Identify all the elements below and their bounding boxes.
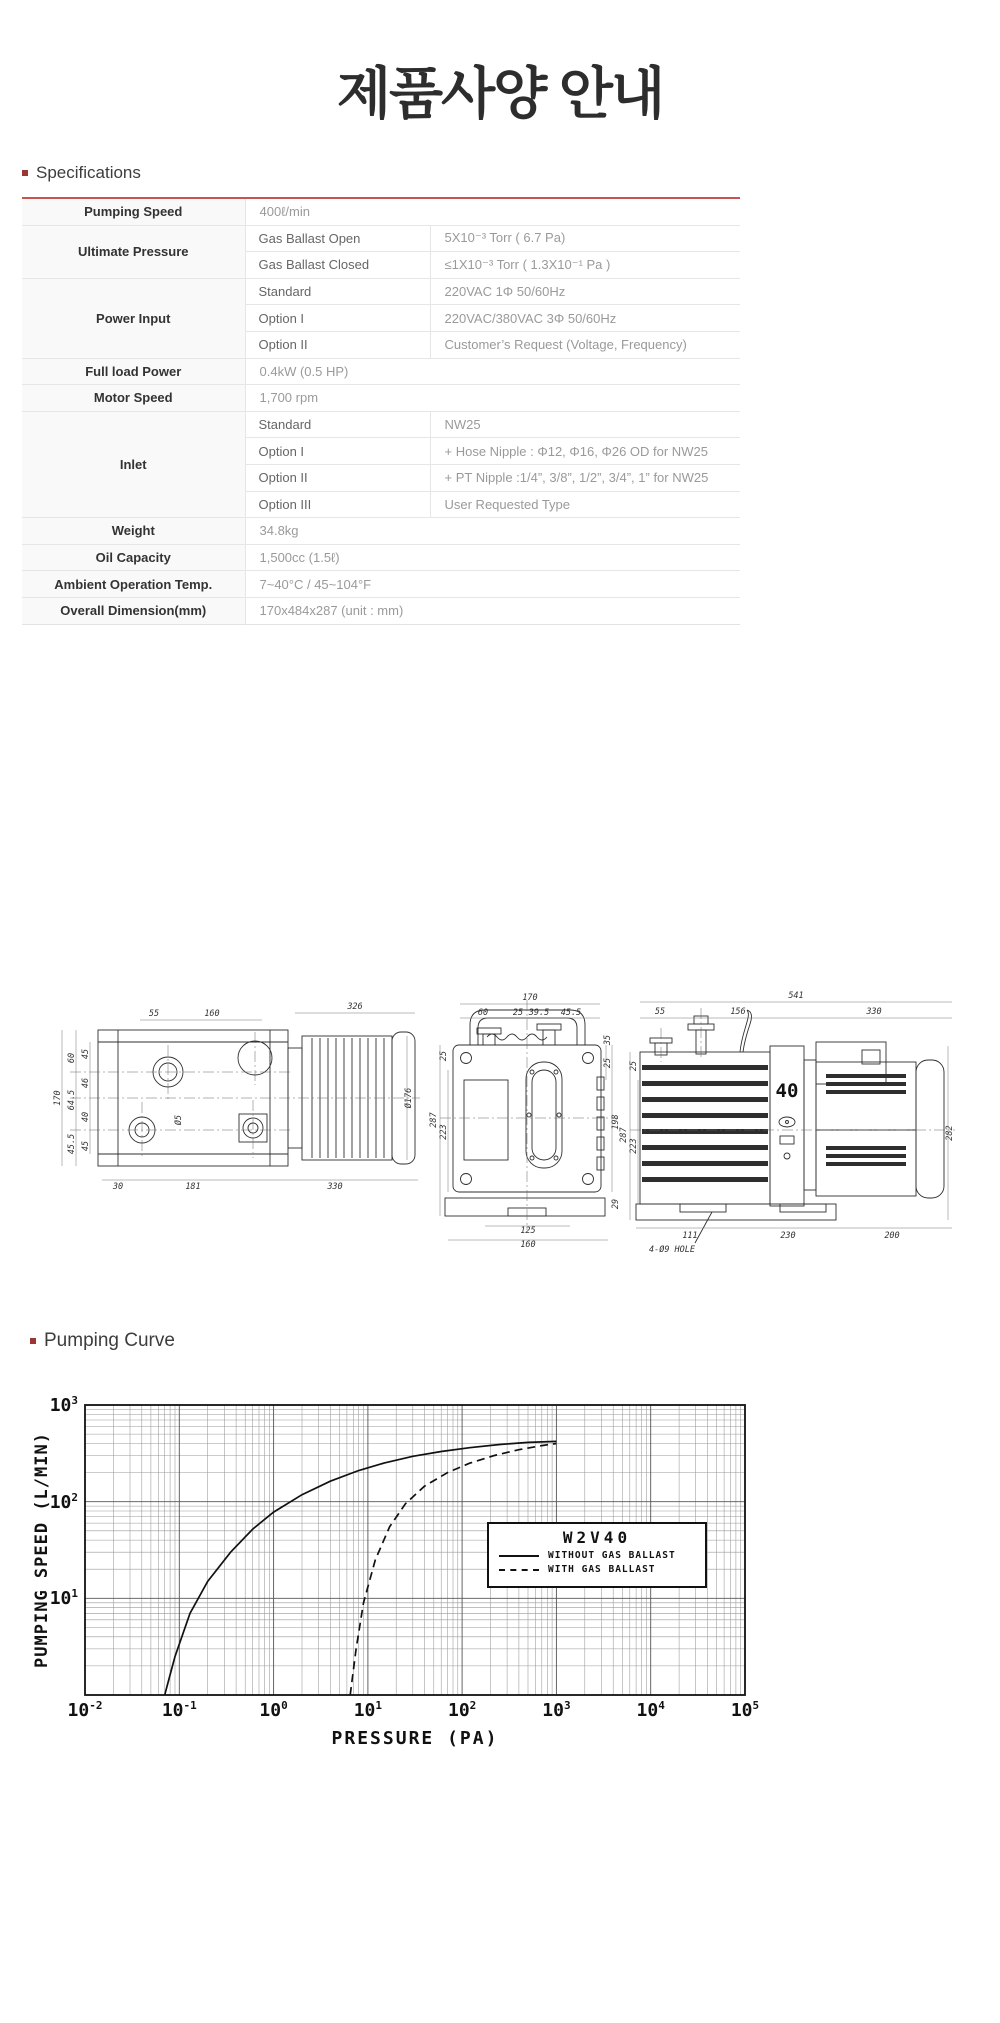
spec-row xyxy=(22,278,740,305)
spec-sub-cell: Option I xyxy=(245,305,430,332)
spec-label-cell: Oil Capacity xyxy=(22,544,245,571)
spec-value-cell: + PT Nipple :1/4”, 3/8”, 1/2”, 3/4”, 1” for NW25 xyxy=(430,464,740,491)
spec-row xyxy=(22,198,740,225)
dim-label: 29 xyxy=(611,1198,621,1210)
legend-model-title: W2V40 xyxy=(562,1528,632,1547)
red-square-bullet-icon xyxy=(30,1338,36,1344)
dim-label: 160 xyxy=(520,1240,536,1250)
spec-label-cell: Overall Dimension(mm) xyxy=(22,597,245,624)
solid-line-icon xyxy=(499,1555,539,1557)
pumping-curve-heading xyxy=(30,1330,175,1352)
dim-label: Ø176 xyxy=(404,1087,414,1109)
dim-label: 55 xyxy=(148,1009,160,1019)
technical-drawings xyxy=(40,950,960,1265)
spec-row xyxy=(22,358,740,385)
side-view-dimensions xyxy=(619,991,955,1255)
x-tick-label: $10^{-2}$ xyxy=(67,1699,103,1721)
spec-row xyxy=(22,518,740,545)
spec-value-cell: ≤1X10⁻³ Torr ( 1.3X10⁻¹ Pa ) xyxy=(430,252,740,279)
dim-label: 125 xyxy=(520,1226,536,1236)
dim-label: 330 xyxy=(866,1007,882,1017)
spec-value-cell: 5X10⁻³ Torr ( 6.7 Pa) xyxy=(430,225,740,252)
spec-label-cell: Inlet xyxy=(22,411,245,517)
dim-label: 46 xyxy=(81,1077,91,1089)
specifications-heading xyxy=(22,163,141,183)
spec-label-cell: Weight xyxy=(22,518,245,545)
side-view-outline xyxy=(636,1010,944,1243)
dim-label: 541 xyxy=(788,991,804,1001)
spec-sub-cell: Standard xyxy=(245,278,430,305)
dim-label: 25 xyxy=(603,1057,613,1069)
dim-label: 200 xyxy=(884,1231,900,1241)
x-tick-label: $10^2$ xyxy=(447,1699,477,1721)
dim-label: 287 xyxy=(619,1127,629,1143)
dim-label: 181 xyxy=(185,1182,201,1192)
spec-row xyxy=(22,597,740,624)
y-tick-label: $10^3$ xyxy=(49,1394,78,1416)
spec-value-cell: 220VAC 1Φ 50/60Hz xyxy=(430,278,740,305)
spec-sub-cell: Option III xyxy=(245,491,430,518)
spec-value-cell: NW25 xyxy=(430,411,740,438)
dim-label: 160 xyxy=(204,1009,220,1019)
side-view-fins xyxy=(642,1065,906,1182)
dashed-line-icon xyxy=(499,1569,539,1571)
legend-entry-label: WITHOUT GAS BALLAST xyxy=(548,1550,676,1561)
dim-label: 25 xyxy=(629,1060,639,1072)
spec-label-cell: Full load Power xyxy=(22,358,245,385)
dim-label: 25 xyxy=(439,1050,449,1062)
front-view-dimensions xyxy=(429,993,621,1250)
spec-label-cell: Pumping Speed xyxy=(22,198,245,225)
pumping-curve-chart xyxy=(0,1392,1000,1772)
chart-legend xyxy=(487,1522,707,1588)
spec-value-cell: 170x484x287 (unit : mm) xyxy=(245,597,740,624)
dim-label: 170 xyxy=(53,1090,63,1106)
spec-row xyxy=(22,411,740,438)
spec-row xyxy=(22,225,740,252)
dim-label: 170 xyxy=(522,993,538,1003)
y-axis-title: PUMPING SPEED (L/MIN) xyxy=(32,1432,52,1668)
spec-value-cell: 1,500cc (1.5ℓ) xyxy=(245,544,740,571)
spec-label-cell: Power Input xyxy=(22,278,245,358)
dim-label: 45.5 xyxy=(67,1133,77,1155)
dim-label: 156 xyxy=(730,1007,746,1017)
x-tick-label: $10^0$ xyxy=(259,1699,288,1721)
x-tick-label: $10^{-1}$ xyxy=(161,1699,197,1721)
dim-label: 223 xyxy=(629,1138,639,1154)
spec-value-cell: User Requested Type xyxy=(430,491,740,518)
dim-label: 326 xyxy=(347,1002,363,1012)
spec-value-cell: Customer’s Request (Voltage, Frequency) xyxy=(430,331,740,358)
dim-label: 230 xyxy=(780,1231,796,1241)
spec-table xyxy=(22,197,740,625)
spec-value-cell: 7~40°C / 45~104°F xyxy=(245,571,740,598)
x-axis-title: PRESSURE (PA) xyxy=(331,1728,499,1749)
dim-label: 60 xyxy=(67,1052,77,1064)
dim-label: 40 xyxy=(81,1111,91,1123)
spec-row xyxy=(22,385,740,412)
dim-label: 64.5 xyxy=(67,1089,77,1111)
dim-label: 25 xyxy=(512,1008,524,1018)
dim-label: 223 xyxy=(439,1124,449,1140)
dim-label: 39.5 xyxy=(528,1008,550,1018)
red-square-bullet-icon xyxy=(22,170,28,176)
spec-label-cell: Ultimate Pressure xyxy=(22,225,245,278)
top-view-dimension-lines xyxy=(62,1013,418,1180)
spec-value-cell: + Hose Nipple : Φ12, Φ16, Φ26 OD for NW25 xyxy=(430,438,740,465)
y-tick-label: $10^1$ xyxy=(49,1587,78,1610)
specifications-heading-label: Specifications xyxy=(36,163,141,182)
x-tick-label: $10^3$ xyxy=(542,1699,571,1721)
top-view-centerlines xyxy=(70,1032,420,1158)
legend-entry-label: WITH GAS BALLAST xyxy=(548,1564,656,1575)
dim-label: 287 xyxy=(429,1112,439,1128)
dim-label: 60 xyxy=(477,1008,489,1018)
spec-sub-cell: Gas Ballast Closed xyxy=(245,252,430,279)
x-tick-label: $10^4$ xyxy=(636,1699,665,1721)
dim-label: 282 xyxy=(945,1125,955,1141)
spec-value-cell: 220VAC/380VAC 3Φ 50/60Hz xyxy=(430,305,740,332)
dim-label: 111 xyxy=(682,1231,698,1241)
spec-sub-cell: Option I xyxy=(245,438,430,465)
dim-label: Ø5 xyxy=(174,1114,184,1126)
legend-entry-with-ballast xyxy=(489,1564,705,1575)
legend-entry-without-ballast xyxy=(489,1550,705,1561)
dim-label: 45 xyxy=(81,1048,91,1060)
spec-value-cell: 0.4kW (0.5 HP) xyxy=(245,358,740,385)
x-tick-label: $10^5$ xyxy=(730,1699,760,1721)
front-view-centerlines xyxy=(440,1000,618,1230)
dim-label: 45 xyxy=(81,1140,91,1152)
spec-label-cell: Motor Speed xyxy=(22,385,245,412)
dim-label: 55 xyxy=(654,1007,666,1017)
spec-sub-cell: Standard xyxy=(245,411,430,438)
pumping-curve-heading-label: Pumping Curve xyxy=(44,1330,175,1351)
spec-sub-cell: Gas Ballast Open xyxy=(245,225,430,252)
dim-label: 45.5 xyxy=(560,1008,582,1018)
dim-label: 35 xyxy=(603,1034,613,1046)
spec-sub-cell: Option II xyxy=(245,464,430,491)
spec-sub-cell: Option II xyxy=(245,331,430,358)
spec-row xyxy=(22,544,740,571)
model-size-label: 40 xyxy=(775,1080,799,1102)
dimension-drawing-svg xyxy=(40,950,960,1260)
spec-label-cell: Ambient Operation Temp. xyxy=(22,571,245,598)
dim-label: 30 xyxy=(112,1182,124,1192)
dim-label: 198 xyxy=(611,1114,621,1130)
dim-label: 330 xyxy=(327,1182,343,1192)
spec-row xyxy=(22,571,740,598)
y-tick-label: $10^2$ xyxy=(49,1490,78,1513)
spec-value-cell: 34.8kg xyxy=(245,518,740,545)
front-view-outline xyxy=(445,1010,605,1216)
spec-value-cell: 400ℓ/min xyxy=(245,198,740,225)
dim-label: 4-Ø9 HOLE xyxy=(648,1245,696,1255)
x-tick-label: $10^1$ xyxy=(353,1699,382,1721)
spec-value-cell: 1,700 rpm xyxy=(245,385,740,412)
page-title: 제품사양 안내 xyxy=(336,62,664,125)
